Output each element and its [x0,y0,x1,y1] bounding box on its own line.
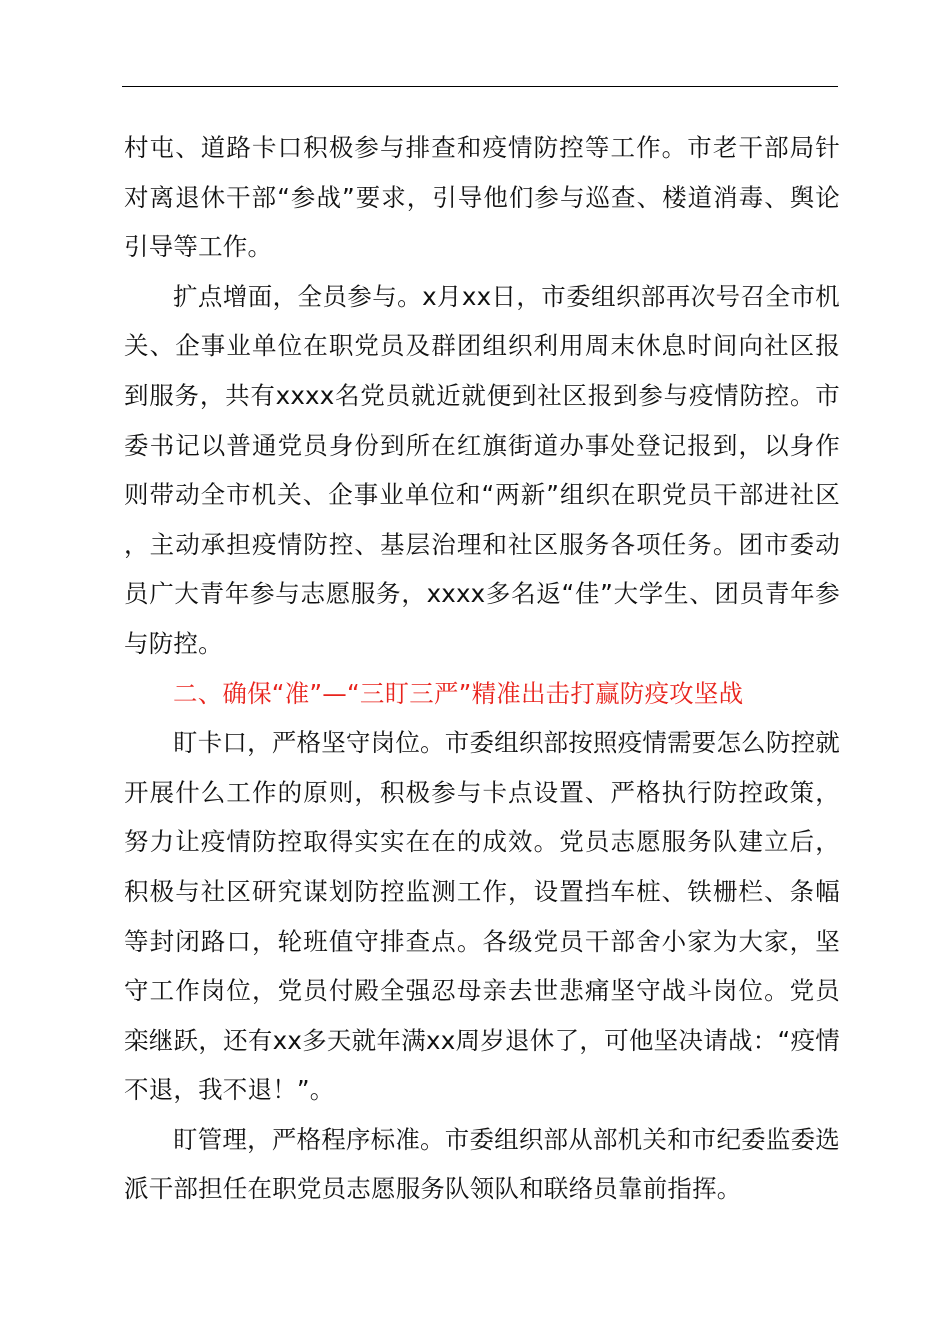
paragraph-continuation: 村屯、道路卡口积极参与排查和疫情防控等工作。市老干部局针对离退休干部“参战”要求，引导他们参与巡查、楼道消毒、舆论引导等工作。 [124,133,840,262]
header-divider [122,86,838,87]
paragraph-management-standards: 盯管理，严格程序标准。市委组织部从部机关和市纪委监委选派干部担任在职党员志愿服务队领队和联络员靠前指挥。 [124,1124,840,1204]
document-body [124,123,840,1214]
paragraph-checkpoint-duty: 盯卡口，严格坚守岗位。市委组织部按照疫情需要怎么防控就开展什么工作的原则，积极参与卡点设置、严格执行防控政策，努力让疫情防控取得实实在在的成效。党员志愿服务队建立后，积极与社区研究谋划防控监测工作，设置挡车桩、铁栅栏、条幅等封闭路口，轮班值守排查点。各级党员干部舍小家为大家，坚守工作岗位，党员付殿全强忍母亲去世悲痛坚守战斗岗位。党员栾继跃，还有xx多天就年满xx周岁退休了，可他坚决请战：“疫情不退，我不退！”。 [124,728,840,1105]
paragraph-expand-participation: 扩点增面，全员参与。x月xx日，市委组织部再次号召全市机关、企事业单位在职党员及群团组织利用周末休息时间向社区报到服务，共有xxxx名党员就近就便到社区报到参与疫情防控。市委书记以普通党员身份到所在红旗街道办事处登记报到，以身作则带动全市机关、企事业单位和“两新”组织在职党员干部进社区，主动承担疫情防控、基层治理和社区服务各项任务。团市委动员广大青年参与志愿服务，xxxx多名返“佳”大学生、团员青年参与防控。 [124,281,840,658]
section-heading: 二、确保“准”—“三盯三严”精准出击打赢防疫攻坚战 [173,678,744,708]
